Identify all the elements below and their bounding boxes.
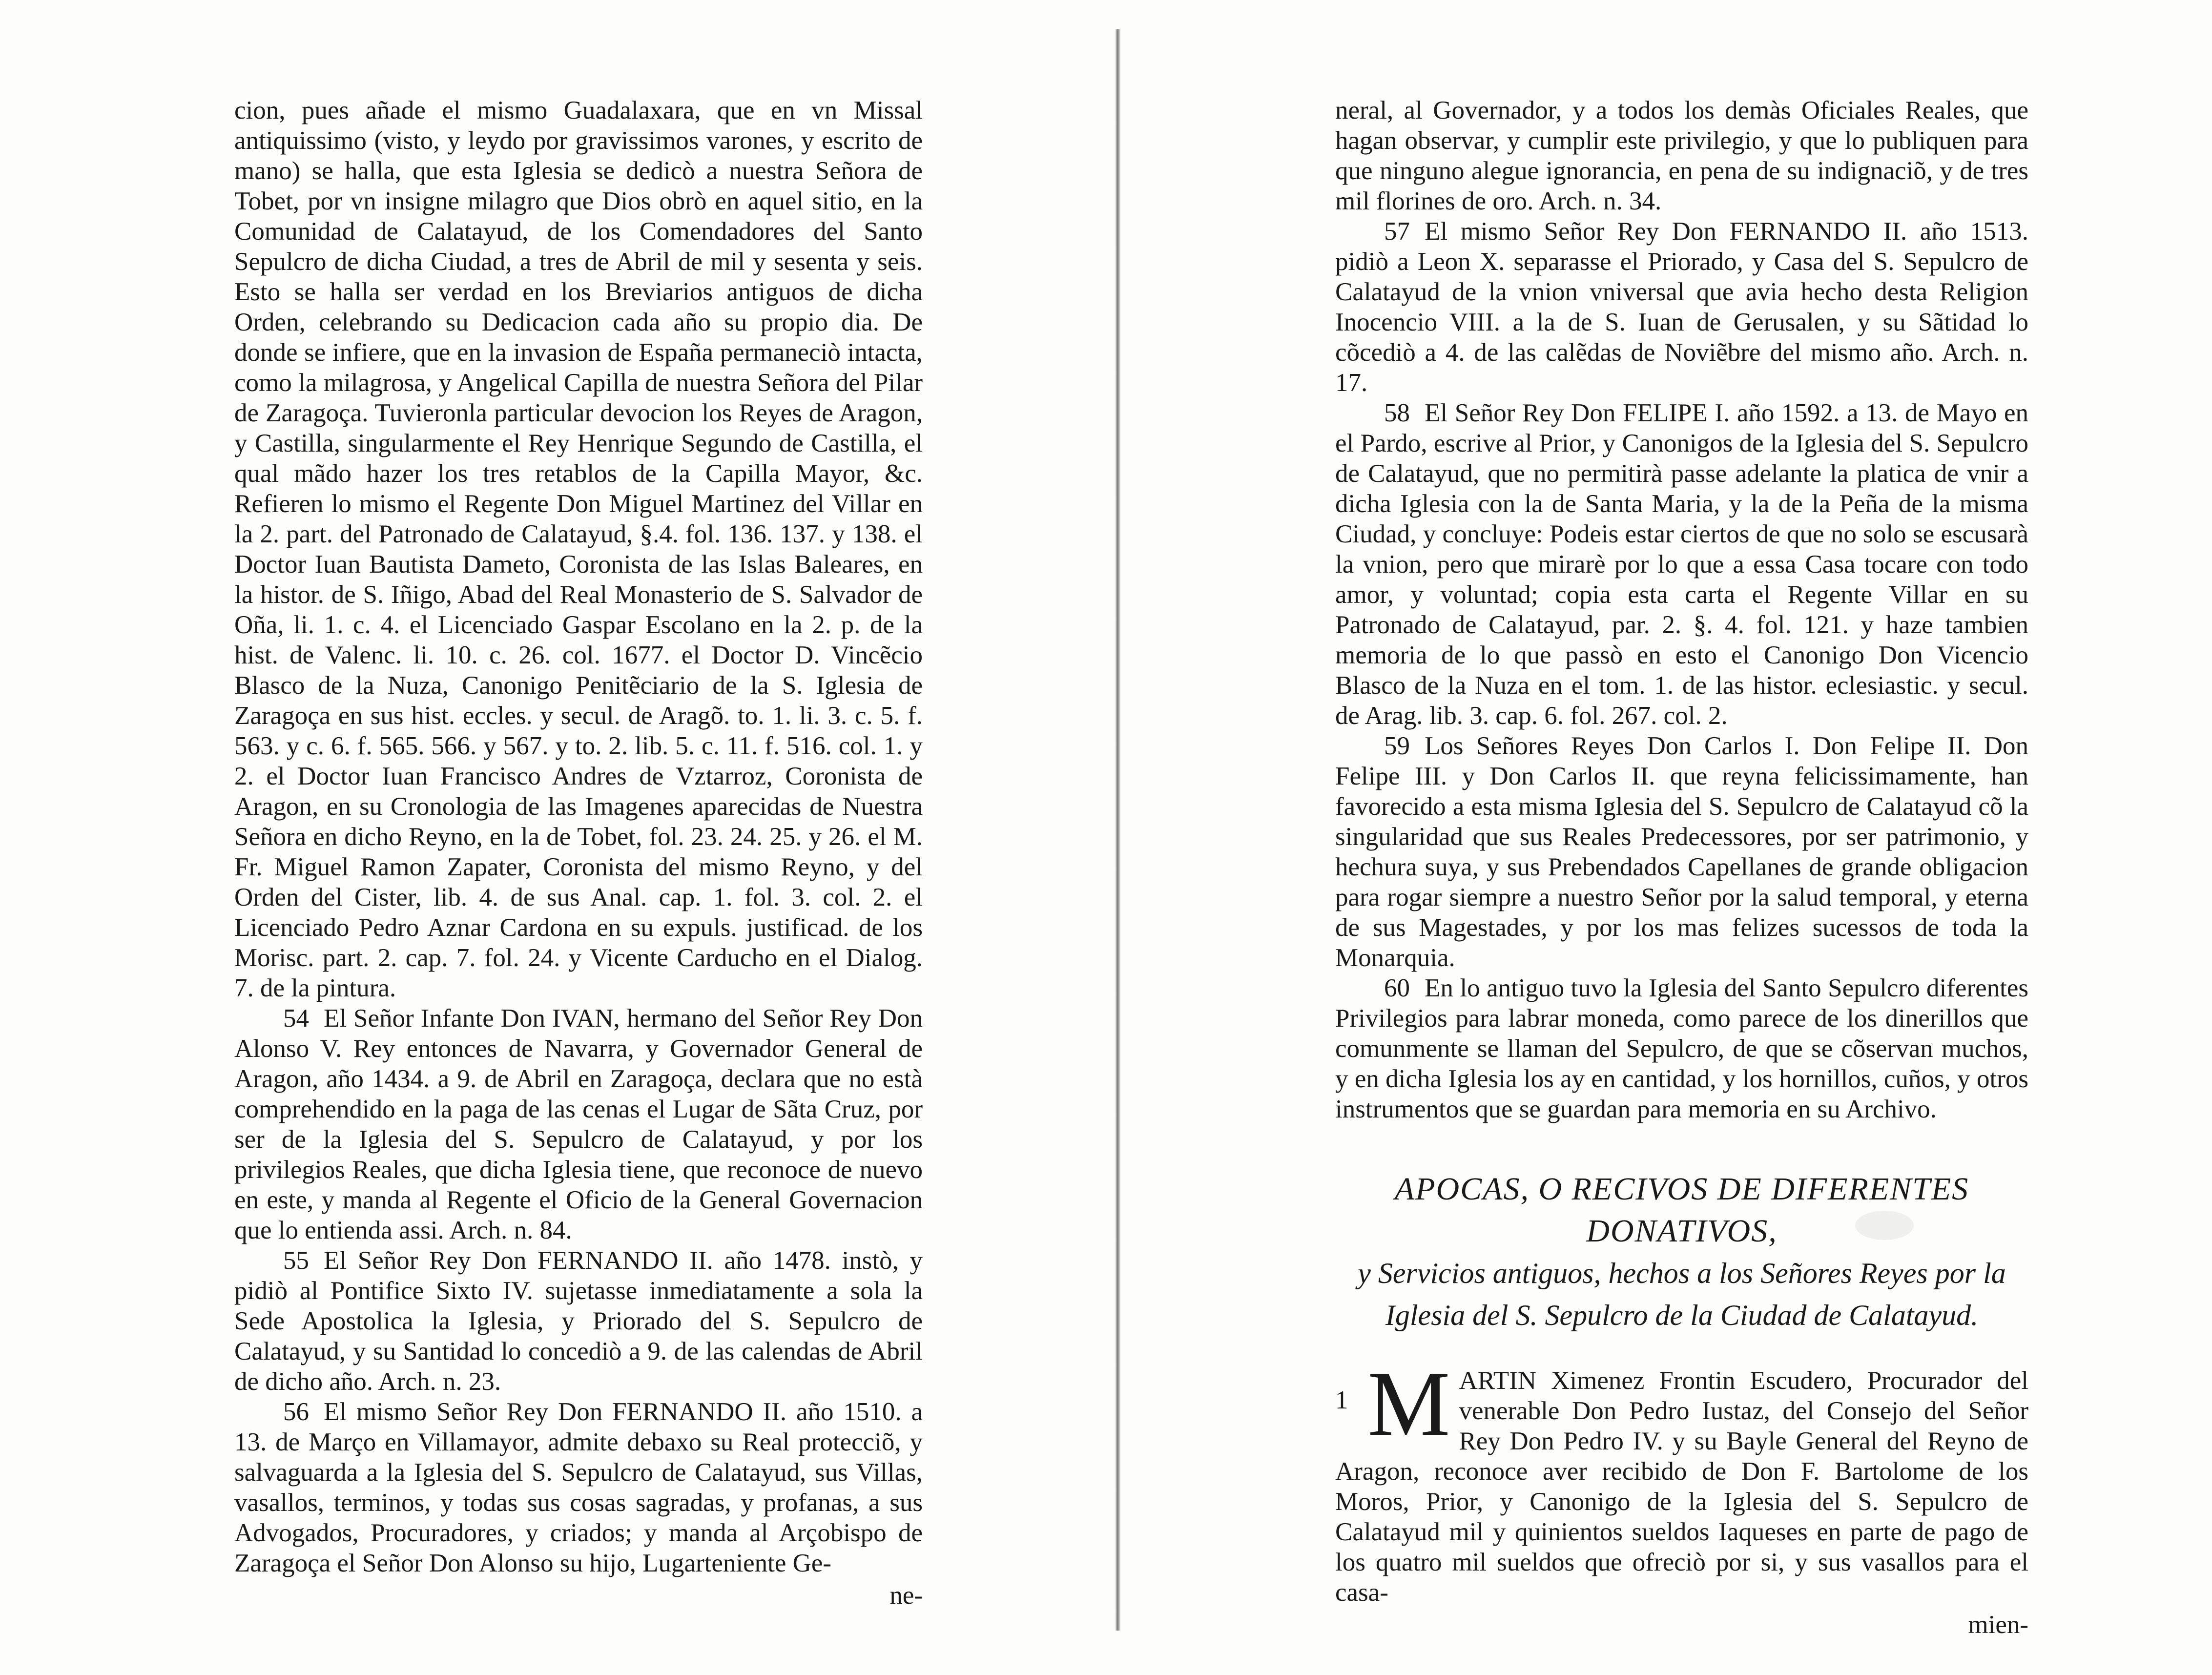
paragraph-number: 55	[283, 1246, 309, 1275]
entry-1	[1335, 1353, 2028, 1608]
paragraph-number: 60	[1384, 974, 1410, 1002]
paragraph-57	[1335, 216, 2028, 398]
paragraph-text: En lo antiguo tuvo la Iglesia del Santo Sepulcro diferentes Privilegios para labrar moneda, como parece de los dinerillos que comunmente se llaman del Sepulcro, de que se cõservan muchos, y en dicha Iglesia los ay en cantidad, y los hornillos, cuños, y otros instrumentos que se guardan para memoria en su Archivo.	[1335, 974, 2028, 1123]
paragraph-text: El mismo Señor Rey Don FERNANDO II. año 1513. pidiò a Leon X. separasse el Priorado, y Casa del S. Sepulcro de Calatayud de la vnion vniversal que avia hecho desta Religion Inocencio VIII. a la de S. Iuan de Gerusalen, y su Sãtidad lo cõcediò a 4. de las calẽdas de Noviẽbre del mismo año. Arch. n. 17.	[1335, 217, 2028, 397]
entry-text: ARTIN Ximenez Frontin Escudero, Procurador del venerable Don Pedro Iustaz, del Consejo del Señor Rey Don Pedro IV. y su Bayle General del Reyno de Aragon, reconoce aver recibido de Don F. Bartolome de los Moros, Prior, y Canonigo de la Iglesia del S. Sepulcro de Calatayud mil y quinientos sueldos Iaqueses en parte de pago de los quatro mil sueldos que ofreciò por si, y sus vasallos para el casa-	[1335, 1366, 2028, 1607]
left-intro-paragraph: cion, pues añade el mismo Guadalaxara, que en vn Missal antiquissimo (visto, y leydo por gravissimos varones, y escrito de mano) se halla, que esta Iglesia se dedicò a nuestra Señora de Tobet, por vn insigne milagro que Dios obrò en aquel sitio, en la Comunidad de Calatayud, de los Comendadores del Santo Sepulcro de dicha Ciudad, a tres de Abril de mil y sesenta y seis. Esto se halla ser verdad en los Breviarios antiguos de dicha Orden, celebrando su Dedicacion cada año su propio dia. De donde se infiere, que en la invasion de España permaneciò intacta, como la milagrosa, y Angelical Capilla de nuestra Señora del Pilar de Zaragoça. Tuvieronla particular devocion los Reyes de Aragon, y Castilla, singularmente el Rey Henrique Segundo de Castilla, el qual mãdo hazer los tres retablos de la Capilla Mayor, &c. Refieren lo mismo el Regente Don Miguel Martinez del Villar en la 2. part. del Patronado de Calatayud, §.4. fol. 136. 137. y 138. el Doctor Iuan Bautista Dameto, Coronista de las Islas Baleares, en la histor. de S. Iñigo, Abad del Real Monasterio de S. Salvador de Oña, li. 1. c. 4. el Licenciado Gaspar Escolano en la 2. p. de la hist. de Valenc. li. 10. c. 26. col. 1677. el Doctor D. Vincẽcio Blasco de la Nuza, Canonigo Penitẽciario de la S. Iglesia de Zaragoça en sus hist. eccles. y secul. de Aragõ. to. 1. li. 3. c. 5. f. 563. y c. 6. f. 565. 566. y 567. y to. 2. lib. 5. c. 11. f. 516. col. 1. y 2. el Doctor Iuan Francisco Andres de Vztarroz, Coronista de Aragon, en su Cronologia de las Imagenes aparecidas de Nuestra Señora en dicho Reyno, en la de Tobet, fol. 23. 24. 25. y 26. el M. Fr. Miguel Ramon Zapater, Coronista del mismo Reyno, y del Orden del Cister, lib. 4. de sus Anal. cap. 1. fol. 3. col. 2. el Licenciado Pedro Aznar Cardona en su expuls. justificad. de los Morisc. part. 2. cap. 7. fol. 24. y Vicente Carducho en el Dialog. 7. de la pintura.	[234, 96, 923, 1002]
paragraph-text: El Señor Rey Don FELIPE I. año 1592. a 13. de Mayo en el Pardo, escrive al Prior, y Canonigos de la Iglesia del S. Sepulcro de Calatayud, que no permitirà passe adelante la platica de vnir a dicha Iglesia con la de Santa Maria, y la de la Peña de la misma Ciudad, y concluye: Podeis estar ciertos de que no solo se escusarà la vnion, pero que mirarè por lo que a essa Casa tocare con todo amor, y voluntad; copia esta carta el Regente Villar en su Patronado de Calatayud, par. 2. §. 4. fol. 121. y haze tambien memoria de lo que passò en esto el Canonigo Don Vicencio Blasco de la Nuza en el tom. 1. de las histor. eclesiastic. y secul. de Arag. lib. 3. cap. 6. fol. 267. col. 2.	[1335, 399, 2028, 730]
left-catchword: ne-	[889, 1581, 923, 1610]
paragraph-number: 58	[1384, 399, 1410, 427]
paragraph-number: 59	[1384, 732, 1410, 760]
paragraph-text: El mismo Señor Rey Don FERNANDO II. año 1510. a 13. de Março en Villamayor, admite debaxo su Real protecciõ, y salvaguarda a la Iglesia del S. Sepulcro de Calatayud, sus Villas, vasallos, terminos, y todas sus cosas sagradas, y profanas, a sus Advogados, Procuradores, y criados; y manda al Arçobispo de Zaragoça el Señor Don Alonso su hijo, Lugarteniente Ge-	[234, 1398, 923, 1577]
section-heading	[1335, 1168, 2028, 1336]
paragraph-56	[234, 1397, 923, 1578]
section-heading-main: APOCAS, O RECIVOS DE DIFERENTES DONATIVOS,	[1394, 1171, 1969, 1249]
paragraph-55	[234, 1245, 923, 1397]
book-gutter	[1116, 29, 1120, 1631]
right-catchword: mien-	[1968, 1611, 2028, 1639]
paragraph-text: Los Señores Reyes Don Carlos I. Don Felipe II. Don Felipe III. y Don Carlos II. que reyna felicissimamente, han favorecido a esta misma Iglesia del S. Sepulcro de Calatayud cõ la singularidad que sus Reales Predecessores, por ser patrimonio, y hechura suya, y sus Prebendados Capellanes de grande obligacion para rogar siempre a nuestro Señor por la salud temporal, y eterna de sus Magestades, y por los mas felizes sucessos de toda la Monarquia.	[1335, 732, 2028, 972]
paragraph-60	[1335, 973, 2028, 1124]
paragraph-59	[1335, 731, 2028, 973]
paragraph-number: 54	[283, 1004, 309, 1033]
left-page	[234, 95, 923, 1611]
paragraph-54	[234, 1003, 923, 1245]
paragraph-number: 56	[283, 1398, 309, 1426]
paragraph-58	[1335, 398, 2028, 731]
entry-number: 1	[1335, 1386, 1348, 1414]
paragraph-text: El Señor Rey Don FERNANDO II. año 1478. instò, y pidiò al Pontifice Sixto IV. sujetasse inmediatamente a sola la Sede Apostolica la Iglesia, y Priorado del S. Sepulcro de Calatayud, y su Santidad lo concediò a 9. de las calendas de Abril de dicho año. Arch. n. 23.	[234, 1246, 923, 1396]
section-heading-sub: y Servicios antiguos, hechos a los Señores Reyes por la Iglesia del S. Sepulcro de la Ciudad de Calatayud.	[1358, 1257, 2006, 1331]
paragraph-text: El Señor Infante Don IVAN, hermano del Señor Rey Don Alonso V. Rey entonces de Navarra, y Governador General de Aragon, año 1434. a 9. de Abril en Zaragoça, declara que no està comprehendido en la paga de las cenas el Lugar de Sãta Cruz, por ser de la Iglesia del S. Sepulcro de Calatayud, y por los privilegios Reales, que dicha Iglesia tiene, que reconoce de nuevo en este, y manda al Regente el Oficio de la General Governacion que lo entienda assi. Arch. n. 84.	[234, 1004, 923, 1244]
drop-cap: M	[1367, 1353, 1450, 1455]
right-intro-paragraph: neral, al Governador, y a todos los demàs Oficiales Reales, que hagan observar, y cumplir este privilegio, y que lo publiquen para que ninguno alegue ignorancia, en pena de su indignaciõ, y de tres mil florines de oro. Arch. n. 34.	[1335, 96, 2028, 215]
paragraph-number: 57	[1384, 217, 1410, 246]
right-page	[1335, 95, 2028, 1640]
